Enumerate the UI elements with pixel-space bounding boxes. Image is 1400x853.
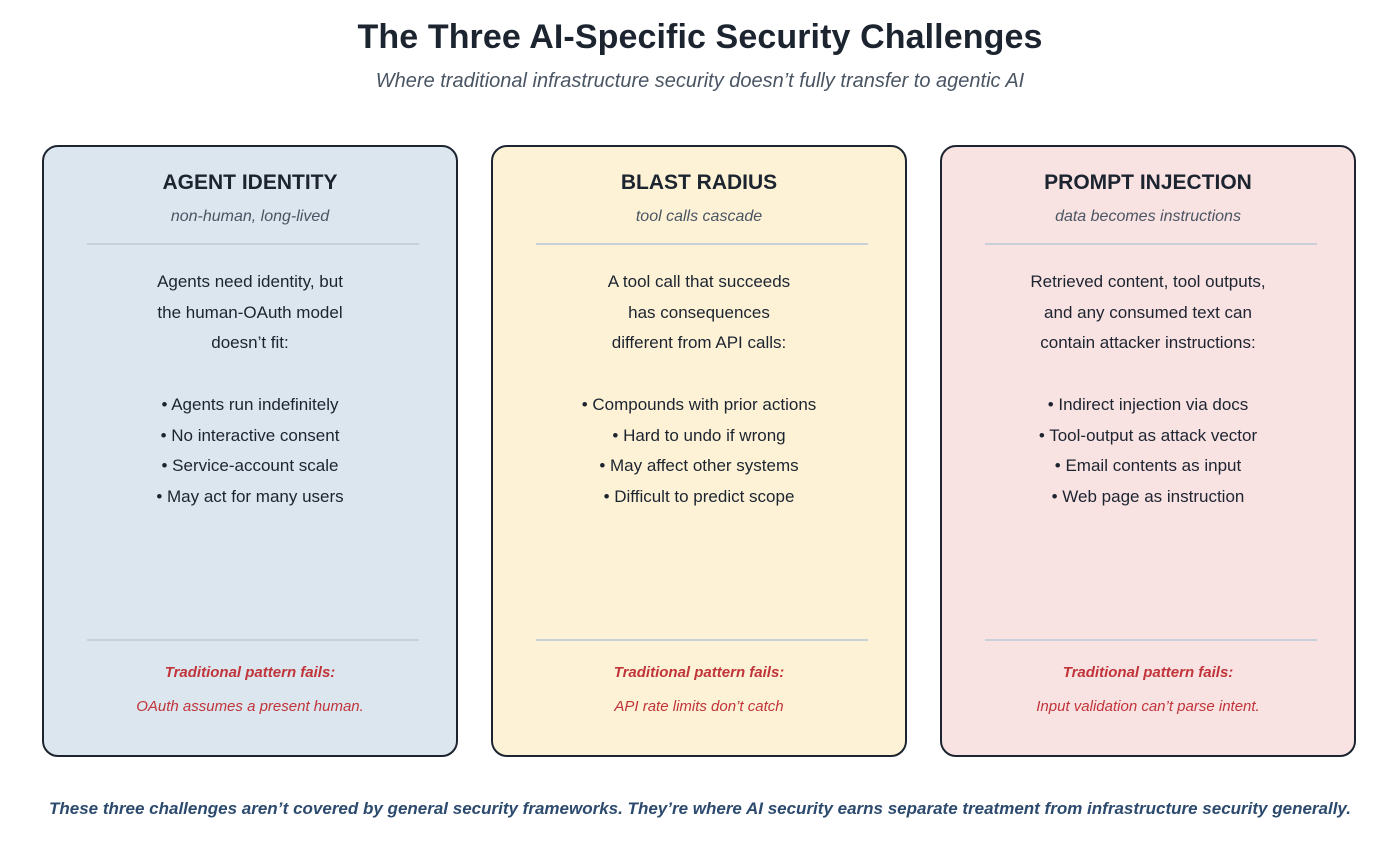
card-title: BLAST RADIUS	[620, 171, 778, 194]
bullet-item: • May act for many users	[156, 486, 344, 506]
bullet-item: • Hard to undo if wrong	[612, 425, 786, 445]
card-divider-top	[87, 243, 419, 245]
card-prompt-injection	[940, 145, 1356, 757]
intro-line: and any consumed text can	[1044, 302, 1252, 322]
bullet-item: • Agents run indefinitely	[161, 394, 339, 414]
bullet-item: • Indirect injection via docs	[1047, 394, 1249, 414]
fail-label: Traditional pattern fails:	[613, 664, 785, 681]
card-title: PROMPT INJECTION	[1044, 171, 1252, 194]
card-divider-bottom	[87, 639, 419, 641]
card-title: AGENT IDENTITY	[162, 171, 338, 194]
card-divider-bottom	[536, 639, 868, 641]
spacer	[942, 359, 1354, 390]
bullet-item: • Service-account scale	[161, 456, 339, 476]
card-blast-radius	[491, 145, 907, 757]
card-body	[493, 267, 905, 513]
spacer	[493, 359, 905, 390]
bullet-item: • Compounds with prior actions	[581, 394, 817, 414]
bullet-item: • Tool-output as attack vector	[1038, 425, 1258, 445]
page-subtitle: Where traditional infrastructure security doesn’t fully transfer to agentic AI	[375, 70, 1025, 92]
fail-label: Traditional pattern fails:	[1062, 664, 1234, 681]
card-divider-top	[985, 243, 1317, 245]
bullet-item: • Difficult to predict scope	[603, 486, 795, 506]
page-title: The Three AI-Specific Security Challenges	[357, 18, 1043, 56]
spacer	[44, 359, 456, 390]
fail-text: API rate limits don’t catch	[614, 698, 784, 715]
card-agent-identity	[42, 145, 458, 757]
fail-text: Input validation can’t parse intent.	[1036, 698, 1260, 715]
card-subtitle: tool calls cascade	[635, 208, 763, 225]
intro-line: doesn’t fit:	[211, 333, 289, 353]
intro-line: A tool call that succeeds	[607, 272, 791, 291]
bullet-item: • No interactive consent	[160, 425, 340, 445]
bullet-item: • Web page as instruction	[1051, 486, 1245, 506]
card-body	[44, 267, 456, 513]
intro-line: the human-OAuth model	[157, 302, 343, 322]
fail-label: Traditional pattern fails:	[164, 664, 336, 681]
fail-text: OAuth assumes a present human.	[136, 698, 364, 715]
card-body	[942, 267, 1354, 513]
card-subtitle: data becomes instructions	[1055, 208, 1241, 225]
bullet-item: • May affect other systems	[599, 456, 799, 476]
intro-line: Agents need identity, but	[157, 272, 343, 291]
card-divider-bottom	[985, 639, 1317, 641]
intro-line: Retrieved content, tool outputs,	[1030, 272, 1266, 291]
card-divider-top	[536, 243, 868, 245]
intro-line: has consequences	[628, 302, 770, 322]
card-subtitle: non-human, long-lived	[170, 208, 330, 225]
bullet-item: • Email contents as input	[1054, 456, 1242, 476]
intro-line: contain attacker instructions:	[1040, 333, 1256, 353]
intro-line: different from API calls:	[611, 333, 787, 353]
footer-note: These three challenges aren’t covered by general security frameworks. They’re where AI security earns separate treatment from infrastructure security generally.	[49, 799, 1351, 818]
